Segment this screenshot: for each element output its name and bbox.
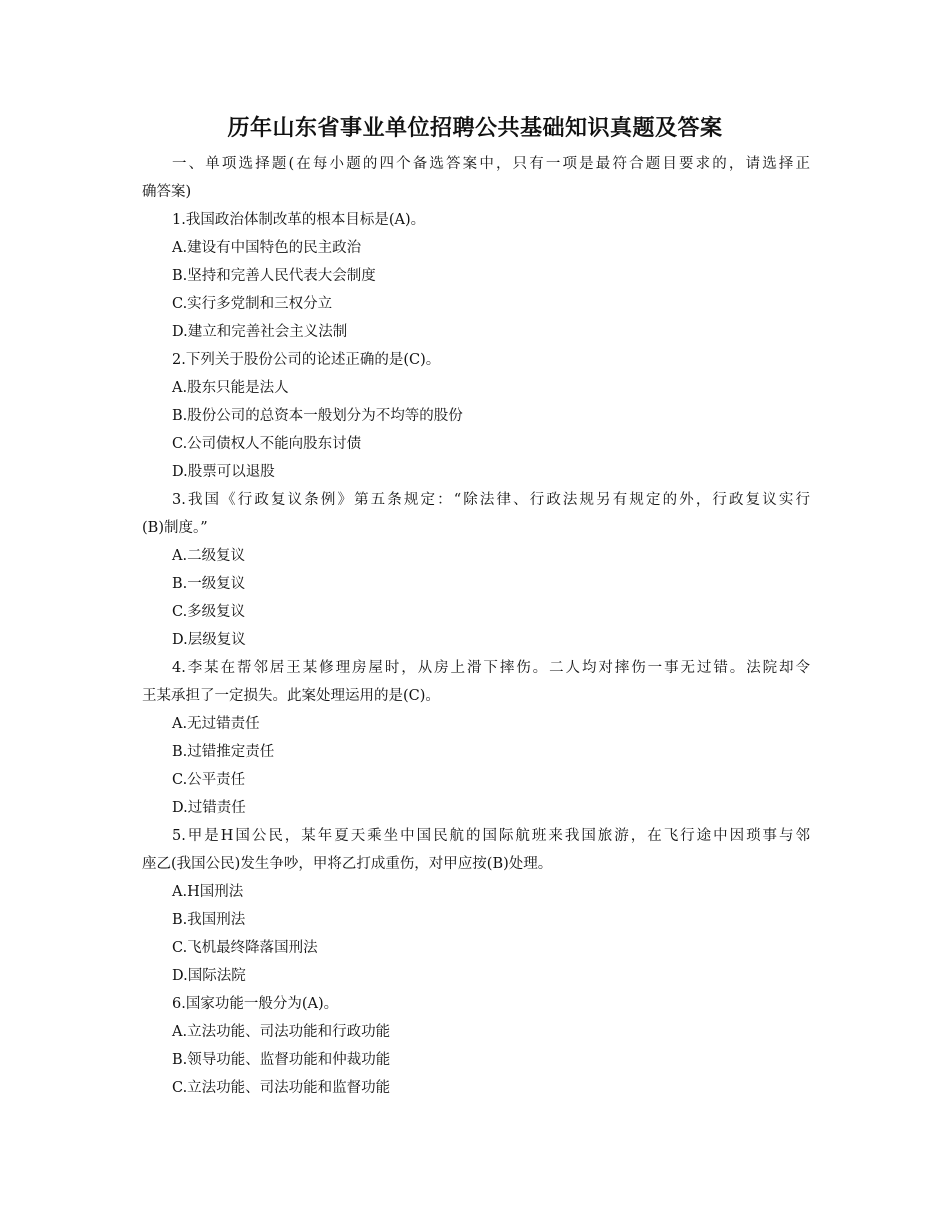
question-option: A.H国刑法	[172, 884, 244, 900]
question-option: B.我国刑法	[172, 912, 246, 928]
document-body	[142, 150, 810, 1102]
question-stem: 1.我国政治体制改革的根本目标是(A)。	[172, 212, 426, 228]
question-stem: 5.甲是H国公民，某年夏天乘坐中国民航的国际航班来我国旅游，在飞行途中因琐事与邻	[172, 828, 810, 844]
question-option: D.过错责任	[172, 800, 246, 816]
question-option: D.层级复议	[172, 632, 246, 648]
question-option: A.立法功能、司法功能和行政功能	[172, 1024, 391, 1040]
question-stem-cont: 王某承担了一定损失。此案处理运用的是(C)。	[142, 688, 440, 704]
question-option: C.实行多党制和三权分立	[172, 296, 333, 312]
section-intro: 一、单项选择题(在每小题的四个备选答案中，只有一项是最符合题目要求的，请选择正	[172, 156, 810, 172]
question-option: C.立法功能、司法功能和监督功能	[172, 1080, 391, 1096]
question-stem: 3.我国《行政复议条例》第五条规定：“除法律、行政法规另有规定的外，行政复议实行	[172, 492, 810, 508]
page-title: 历年山东省事业单位招聘公共基础知识真题及答案	[227, 115, 723, 141]
question-stem-cont: (B)制度。”	[142, 520, 208, 536]
question-option: C.多级复议	[172, 604, 246, 620]
question-option: B.过错推定责任	[172, 744, 275, 760]
question-stem: 2.下列关于股份公司的论述正确的是(C)。	[172, 352, 441, 368]
question-option: A.建设有中国特色的民主政治	[172, 240, 362, 256]
question-option: A.二级复议	[172, 548, 246, 564]
question-stem-cont: 座乙(我国公民)发生争吵，甲将乙打成重伤，对甲应按(B)处理。	[142, 856, 553, 872]
question-option: C.公司债权人不能向股东讨债	[172, 436, 362, 452]
question-option: A.无过错责任	[172, 716, 260, 732]
question-option: B.一级复议	[172, 576, 246, 592]
question-option: A.股东只能是法人	[172, 380, 289, 396]
question-stem: 6.国家功能一般分为(A)。	[172, 996, 339, 1012]
question-stem: 4.李某在帮邻居王某修理房屋时，从房上滑下摔伤。二人均对摔伤一事无过错。法院却令	[172, 660, 810, 676]
question-option: B.领导功能、监督功能和仲裁功能	[172, 1052, 391, 1068]
question-option: D.建立和完善社会主义法制	[172, 324, 348, 340]
question-option: D.国际法院	[172, 968, 246, 984]
section-intro-cont: 确答案)	[142, 184, 192, 200]
question-option: B.股份公司的总资本一般划分为不均等的股份	[172, 408, 463, 424]
question-option: D.股票可以退股	[172, 464, 275, 480]
question-option: C.飞机最终降落国刑法	[172, 940, 318, 956]
question-option: B.坚持和完善人民代表大会制度	[172, 268, 376, 284]
question-option: C.公平责任	[172, 772, 246, 788]
